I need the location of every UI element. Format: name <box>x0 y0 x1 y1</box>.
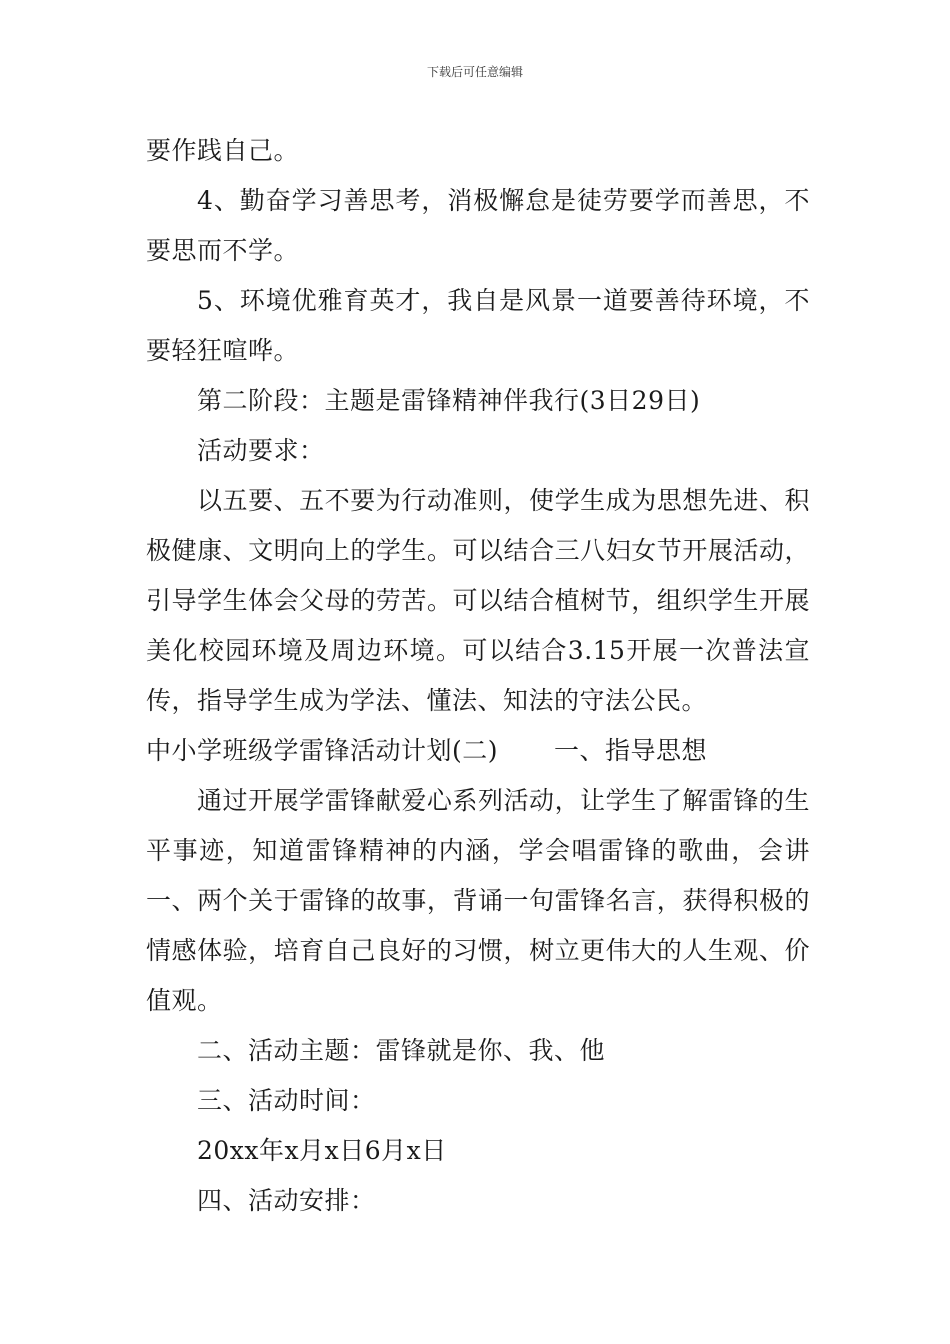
section-heading: 四、活动安排： <box>197 1186 376 1215</box>
document-body <box>146 126 810 1226</box>
paragraph: 通过开展学雷锋献爱心系列活动，让学生了解雷锋的生平事迹，知道雷锋精神的内涵，学会唱雷锋的歌曲，会讲一、两个关于雷锋的故事，背诵一句雷锋名言，获得积极的情感体验，培育自己良好的习惯，树立更伟大的人生观、价值观。 <box>146 786 810 1015</box>
paragraph: 要作践自己。 <box>146 136 300 165</box>
section-heading: 一、指导思想 <box>554 736 708 765</box>
paragraph: 以五要、五不要为行动准则，使学生成为思想先进、积极健康、文明向上的学生。可以结合三八妇女节开展活动，引导学生体会父母的劳苦。可以结合植树节，组织学生开展美化校园环境及周边环境。可以结合3.15开展一次普法宣传，指导学生成为学法、懂法、知法的守法公民。 <box>146 486 810 715</box>
paragraph: 活动要求： <box>197 436 325 465</box>
section-heading: 三、活动时间： <box>197 1086 376 1115</box>
plan-title: 中小学班级学雷锋活动计划(二) <box>146 736 499 765</box>
paragraph: 20xx年x月x日6月x日 <box>197 1136 447 1165</box>
stage-heading: 第二阶段：主题是雷锋精神伴我行(3日29日) <box>197 386 701 415</box>
paragraph: 4、勤奋学习善思考，消极懈怠是徒劳要学而善思，不要思而不学。 <box>146 186 810 265</box>
paragraph: 5、环境优雅育英才，我自是风景一道要善待环境，不要轻狂喧哗。 <box>146 286 810 365</box>
plan-title-line <box>146 726 810 776</box>
page-header: 下载后可任意编辑 <box>426 65 523 79</box>
section-heading: 二、活动主题：雷锋就是你、我、他 <box>197 1036 606 1065</box>
